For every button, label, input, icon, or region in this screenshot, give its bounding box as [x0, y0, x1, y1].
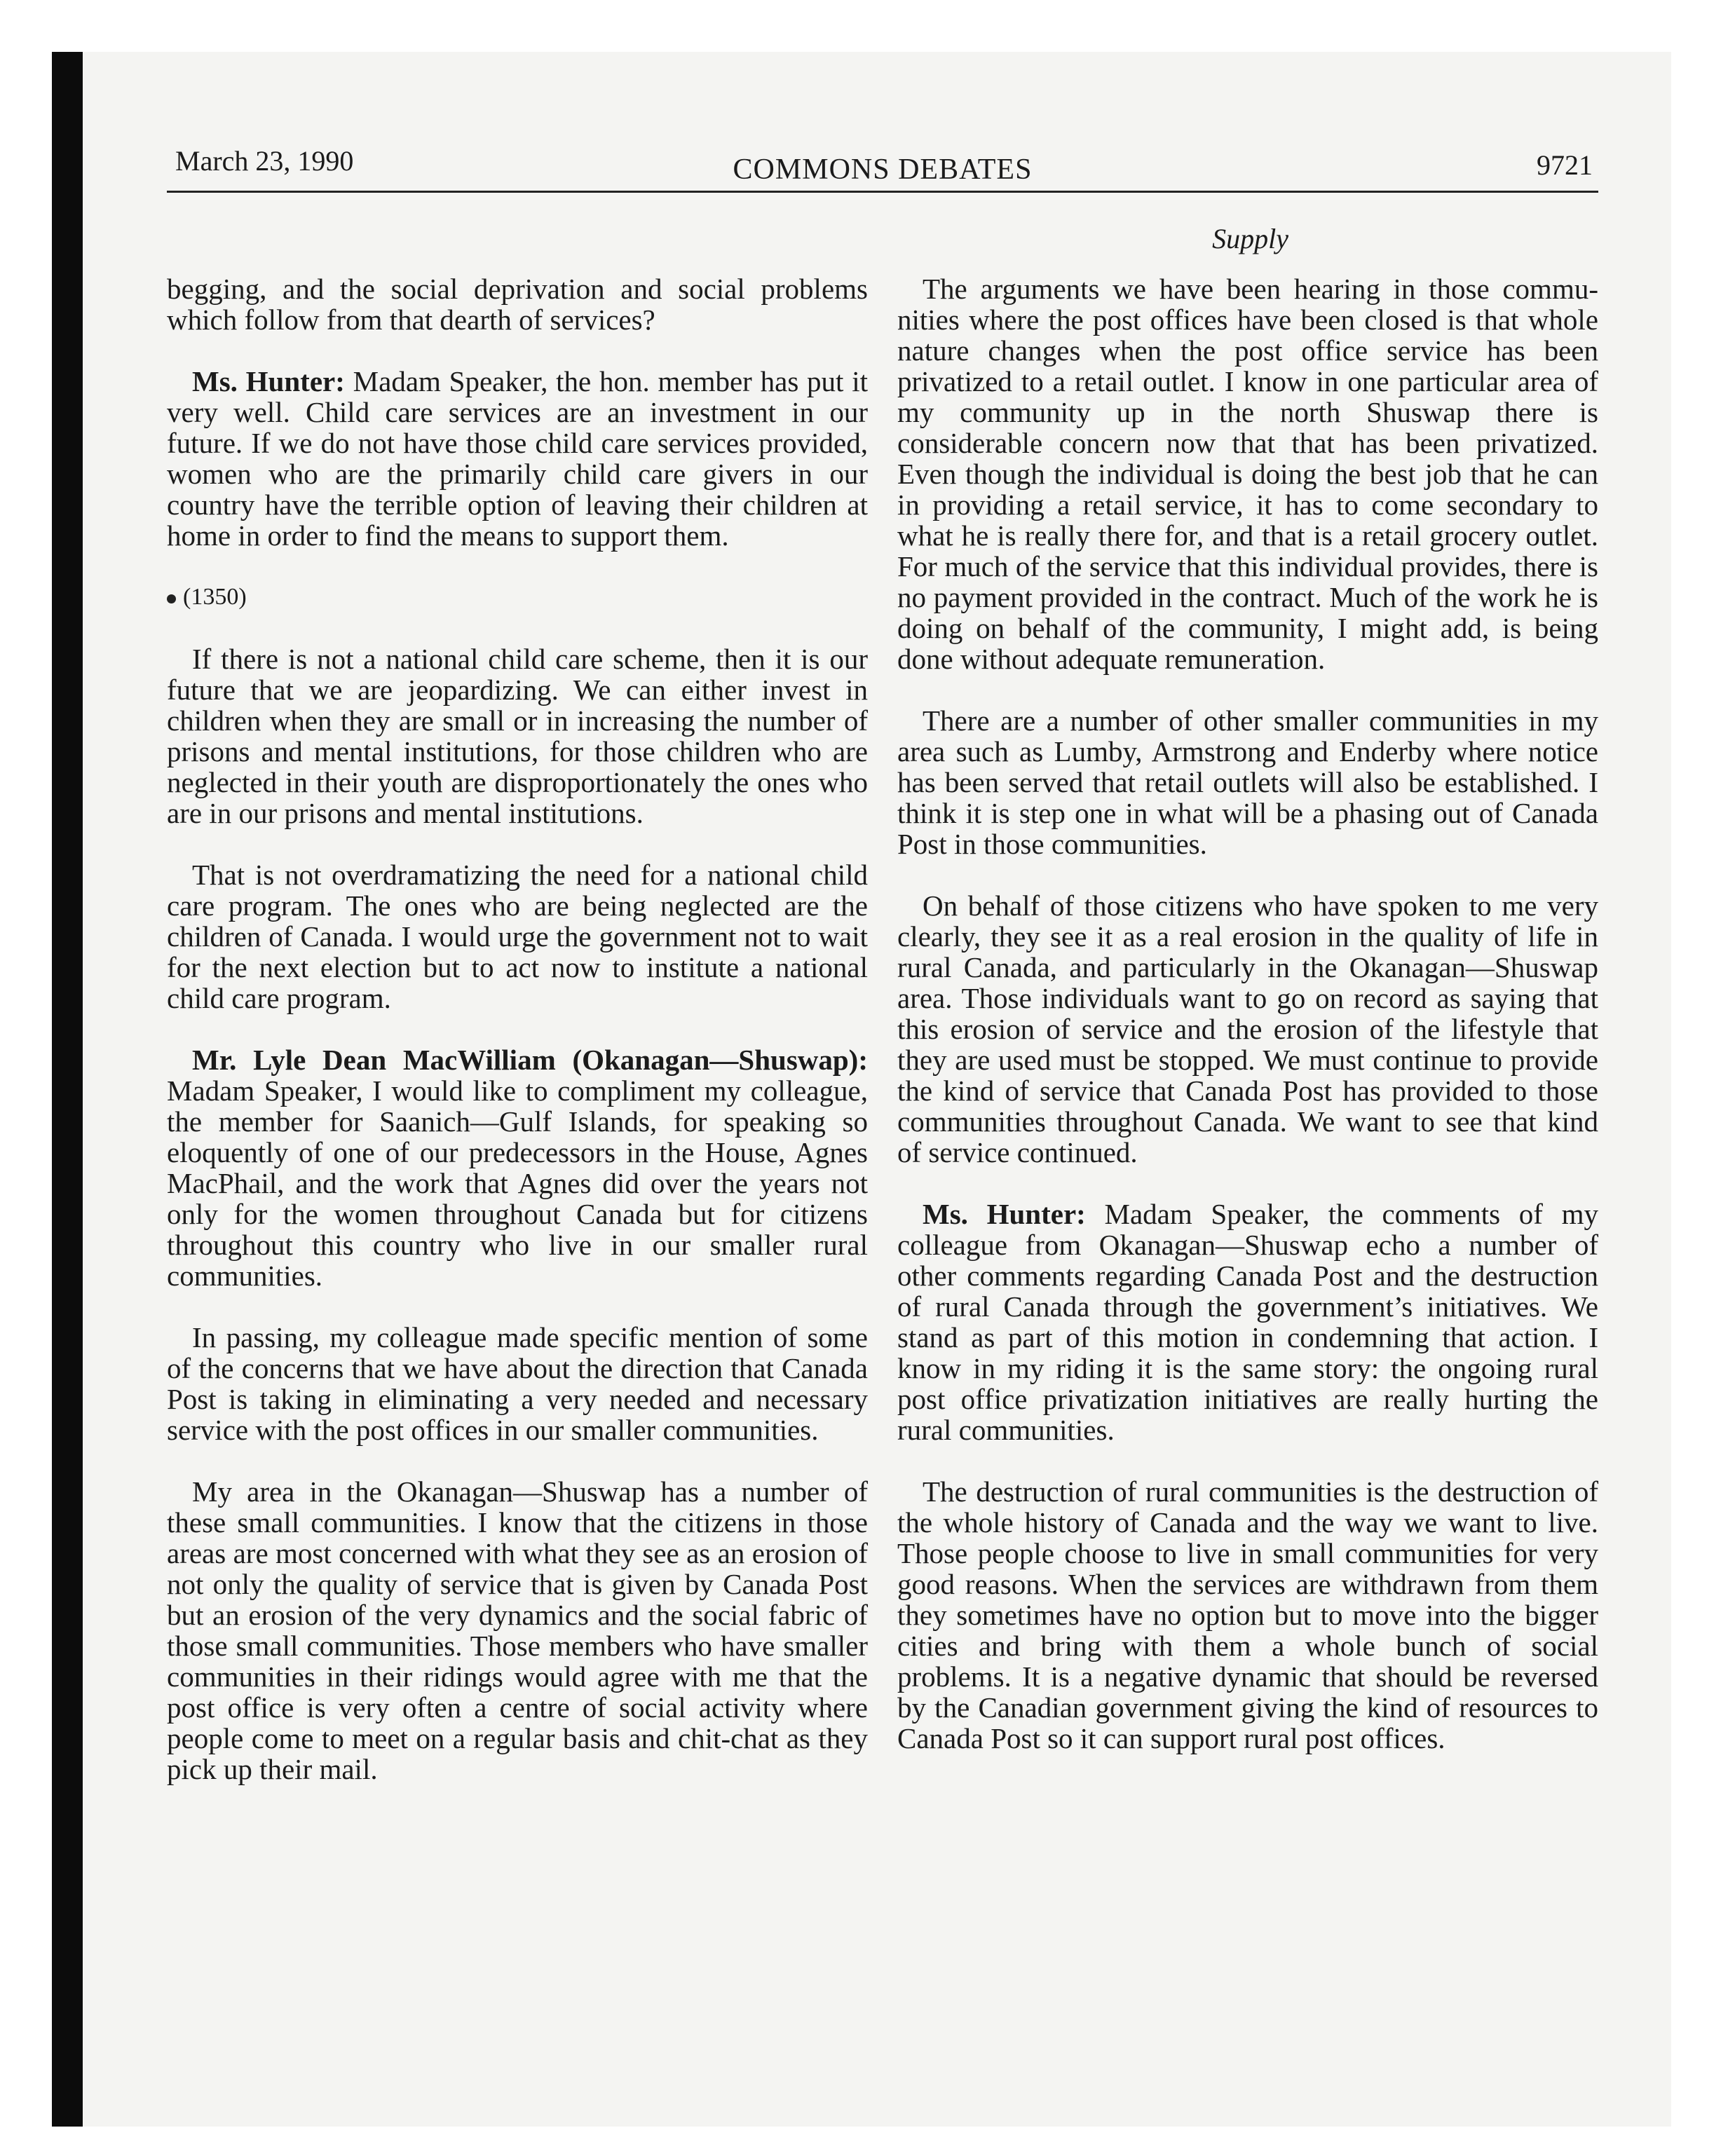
- speaker-name: Mr. Lyle Dean MacWilliam (Okanagan—Shuswap):: [192, 1044, 868, 1076]
- two-column-body: [167, 273, 1598, 1815]
- paragraph: On behalf of those citizens who have spoken to me very clearly, they see it as a real erosion in the quality of life in rural Canada, and particularly in the Okanagan—Shuswap area. Those individuals want to go on record as saying that this erosion of service and the erosion of the lifestyle that they are used must be stopped. We must continue to provide the kind of service that Canada Post has provided to those communities throughout Canada. We want to see that kind of service continued.: [897, 889, 1598, 1168]
- running-header: [167, 133, 1598, 193]
- speech-text: Madam Speaker, I would like to compliment my colleague, the member for Saanich—Gulf Islands, for speaking so eloquently of one of our predecessors in the House, Agnes MacPhail, and the work that Agnes did over the years not only for the women throughout Canada but for citizens throughout this country who live in our smaller rural communities.: [167, 1074, 868, 1292]
- paragraph: The arguments we have been hearing in those communities where the post offices have been closed is that whole nature changes when the post office service has been privatized to a retail outlet. I know in one particular area of my community up in the north Shuswap there is considerable concern now that that has been privatized. Even though the individual is doing the best job that he can in providing a retail service, it has to come secondary to what he is really there for, and that is a retail grocery outlet. For much of the service that this individual provides, there is no payment provided in the contract. Much of the work he is doing on behalf of the community, I might add, is being done without adequate remuneration.: [897, 273, 1598, 675]
- speech-text: Madam Speaker, the hon. member has put it very well. Child care services are an investment in our future. If we do not have those child care services provided, women who are the primarily child care givers in our country have the terrible option of leaving their children at home in order to find the means to support them.: [167, 365, 868, 552]
- paragraph: There are a number of other smaller communities in my area such as Lumby, Armstrong and Enderby where notice has been served that retail outlets will also be established. I think it is step one in what will be a phasing out of Canada Post in those communities.: [897, 704, 1598, 860]
- time-stamp-text: (1350): [183, 584, 247, 610]
- speech-paragraph: [897, 1199, 1598, 1445]
- right-column: [897, 273, 1598, 1815]
- speaker-name: Ms. Hunter:: [192, 365, 345, 397]
- paragraph: In passing, my colleague made specific mention of some of the concerns that we have about the direction that Canada Post is taking in eliminating a very needed and necessary service with the post offices in our smaller communities.: [167, 1321, 868, 1446]
- header-publication: COMMONS DEBATES: [733, 153, 1033, 186]
- speech-text: Madam Speaker, the comments of my colleague from Okanagan—Shuswap echo a number of other comments regarding Canada Post and the destruction of rural Canada through the government’s initiatives. We stand as part of this motion in condemning that action. I know in my riding it is the same story: the ongoing rural post office privatization initiatives are really hurting the rural communities.: [897, 1198, 1598, 1446]
- paragraph: My area in the Okanagan—Shuswap has a number of these small communities. I know that the citizens in those areas are most concerned with what they see as an erosion of not only the quality of service that is given by Canada Post but an erosion of the very dynamics and the social fabric of those small communities. Those members who have smaller communities in their ridings would agree with me that the post office is very often a centre of social activity where people come to meet on a regular basis and chit-chat as they pick up their mail.: [167, 1475, 868, 1785]
- header-page-number: 9721: [1537, 149, 1593, 181]
- speech-paragraph: [167, 366, 868, 551]
- section-title: Supply: [1212, 223, 1288, 254]
- paragraph: begging, and the social deprivation and social problems which follow from that dearth of services?: [167, 273, 868, 336]
- left-column: [167, 273, 868, 1815]
- time-stamp: [167, 582, 868, 613]
- paragraph: That is not overdramatizing the need for a national child care program. The ones who are being neglected are the children of Canada. I would urge the government not to wait for the next election but to act now to institute a national child care program.: [167, 859, 868, 1014]
- paragraph: If there is not a national child care scheme, then it is our future that we are jeopardizing. We can either invest in children when they are small or in increasing the number of prisons and mental institutions, for those children who are neglected in their youth are disproportionately the ones who are in our prisons and mental institutions.: [167, 643, 868, 829]
- header-date: March 23, 1990: [175, 145, 354, 177]
- speaker-name: Ms. Hunter:: [923, 1198, 1086, 1230]
- bullet-icon: [167, 594, 176, 603]
- hansard-page: [167, 133, 1598, 1970]
- paragraph: The destruction of rural communities is the destruction of the whole history of Canada and the way we want to live. Those people choose to live in small communities for very good reasons. When the services are withdrawn from them they sometimes have no option but to move into the bigger cities and bring with them a whole bunch of social problems. It is a negative dynamic that should be reversed by the Canadian government giving the kind of resources to Canada Post so it can support rural post offices.: [897, 1475, 1598, 1754]
- speech-paragraph: [167, 1044, 868, 1291]
- binding-edge-shadow: [52, 52, 83, 2127]
